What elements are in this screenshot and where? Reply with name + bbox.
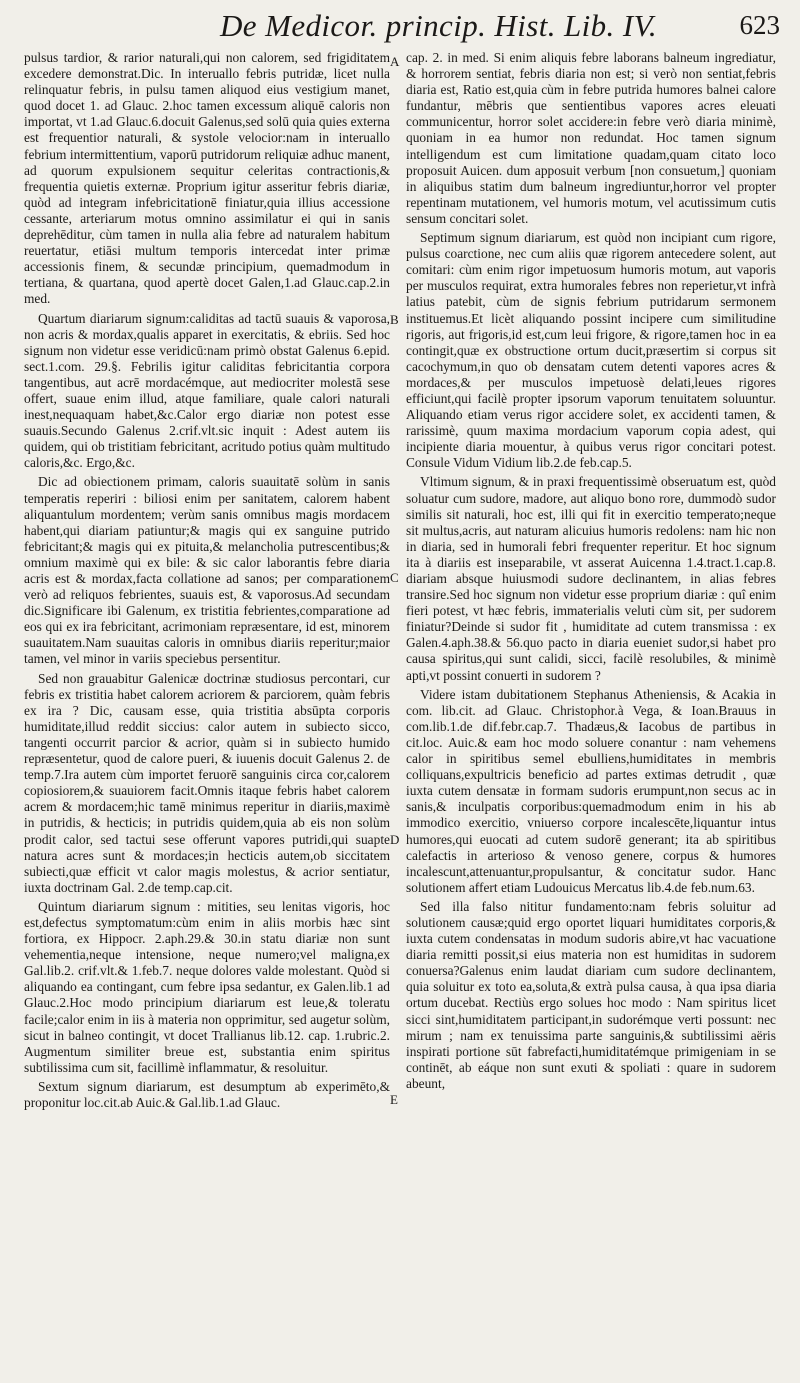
paragraph: Dic ad obiectionem primam, caloris suauitatē solùm in sanis temperatis reperiri : biliosi enim per sanitatem, calorem habent aliquantulum mordentem; verùm sanis omnibus magis mordacem habent,qui diariam patiuntur;& magis qui ex sanguine putrido febricitant;& magis qui ex pituita,& melancholia putrescentibus;& omnium maximè qui ex bile: & sic calor laborantis febre diaria acris est & mordax,facta collatione ad sanos; per comparationem verò ad reliquos febrientes, suauis est, & vaporosus.Ad secundam dic.Significare ibi Galenum, ex tristitia febrientes,comparatione ad eos qui ex ira febricitant, acrimoniam repræsentare, id est, minorem suauitatem.Nam suauitas caloris in omnibus diariis reperitur;maior tamen, vel minor in variis speciebus persentitur. [24, 474, 390, 667]
running-title: De Medicor. princip. Hist. Lib. IV. [220, 8, 658, 43]
paragraph: Sextum signum diariarum, est desumptum ab experimēto,& proponitur loc.cit.ab Auic.& Gal.lib.1.ad Glauc. [24, 1078, 390, 1110]
right-column [406, 50, 776, 1095]
paragraph: Vltimum signum, & in praxi frequentissimè obseruatum est, quòd soluatur cum sudore, madore, aut aliquo bono rore, dummodò sudor similis sit naturali, hoc est, illi qui fit in exercitio temperato;neque sit multus,acris, aut naturam alicuius humoris redolens: nam hic non in diaria, sed in humorali febri frequenter reperitur. Et hoc signum ita à diariis est inseparabile, vt asserat Auicenna 1.4.tract.1.cap.8. diariam absque huiusmodi sudore declinantem, in alias febres transire.Sed hoc signum non videtur esse proprium diariæ : quî enim fieri potest, vt hæc febris, immaterialis veluti cùm sit, per sudorem finiatur?Deinde si sudor fit , humiditate ad cutem transmissa : ex Galen.4.aph.38.& 56.quo pacto in diaria eueniet sudor,si habet pro causa spiritus,qui sunt calidi, sicci, facilè resolubiles, & minimè apti,vt possint conuerti in sudorem ? [406, 474, 776, 683]
left-column [24, 50, 390, 1114]
margin-letter-b: B [390, 312, 399, 327]
margin-letter-d: D [390, 832, 400, 847]
margin-letter-e: E [390, 1092, 398, 1107]
page-header [20, 6, 790, 50]
paragraph: Quartum diariarum signum:caliditas ad tactū suauis & vaporosa, non acris & mordax,qualis apparet in exercitatis, & ebriis. Sed hoc signum non videtur esse veridicū:nam primò obstat Galenus 6.epid. sect.1.com. 29.§. Febrilis igitur caliditas febricitantia corpora tangentibus, aut acrē mordacémque, aut mediocriter molestā sese offert, suaue enim illud, atque familiare, quale calori naturali inest,nequaquam habet,&c.Calor ergo diariæ non potest esse suauis.Secundo Galenus 2.crif.vlt.sic inquit : Adest autem iis quidem, qui ob tristitiam febricitant, acritudo potius quàm multitudo caloris,&c. Ergo,&c. [24, 310, 390, 471]
paragraph: Videre istam dubitationem Stephanus Atheniensis, & Acakia in com. lib.cit. ad Glauc. Christophor.à Vega, & Ioan.Brauus in com.lib.1.de dif.febr.cap.7. Thadæus,& Iacobus de partibus in cit.loc. Auic.& eam hoc modo soluere conantur : nam vehemens calor in spiritibus semel ebulliens,humiditates in membris colliquans,expultricis beneficio ad partes extimas detrudit , quæ iuxta cutem densatæ in formam sudoris erumpunt,non secus ac in sanis,& inculpatis corporibus:quemadmodum enim in his ab immodico exercitio, vniuerso corpore incalescēte,liquantur intus humores,qui euocati ad cutem sudorē generant; ita ab spiritibus calefactis in arterioso & venoso genere, corpus & humores incalescunt,attenuantur,propulsantur, & concitatur sudor. Hanc solutionem affert etiam Ludouicus Mercatus lib.4.de feb.num.63. [406, 686, 776, 895]
paragraph: Quintum diariarum signum : mitities, seu lenitas vigoris, hoc est,defectus symptomatum:cùm enim in aliis morbis hæc sint fortiora, ex Hippocr. 2.aph.29.& 30.in statu diariæ non sunt vehementia,neque intensione, neque numero;vel maligna,ex Gal.lib.2. crif.vlt.& 1.feb.7. neque dolores valde molestant. Quòd si aliquando ea contingant, cum febre ipsa sedantur, ex Galen.lib.1 ad Glauc.2.Hoc modo principium diariarum est leue,& toleratu facile;calor enim in iis à materia non opprimitur, sed augetur solùm, sicut in balneo contingit, vt docet Trallianus lib.12. cap. 1.rubric.2. Augmentum similiter breue est, substantia enim spiritus subtilissima cum sit, facillimè inflammatur, & resoluitur. [24, 898, 390, 1075]
paragraph: Sed illa falso nititur fundamento:nam febris soluitur ad solutionem causæ;quid ergo oportet liquari humiditates corporis,& iuxta cutem condensatas in modum sudoris abire,vt hac vacuatione diaria remitti possit,si eius materia non est humiditas in sudorem conuersa?Galenus enim laudat diariam cum sudore declinantem, quia soluitur ex toto ea,soluta,& extrà pulsa causa, à qua ipsa diaria ortum ducebat. Rectiùs ergo solues hoc modo : Nam spiritus licet sicci sint,humiditatem participant,in sudorémque verti possunt: nec mirum ; nam ex tenuissima parte sanguinis,& subtilissimi aëris inspirati portione sūt fabrefacti,humiditatémque primigeniam in se continēt, ab eáque non sunt exuti & spoliati : quare in sudorem abeunt, [406, 898, 776, 1091]
margin-letter-a: A [390, 54, 400, 69]
paragraph: Sed non grauabitur Galenicæ doctrinæ studiosus percontari, cur febris ex tristitia habet calorem acriorem & parciorem, quàm febris ex ira ? Dic, causam esse, quia tristitia absūpta corporis humiditate,illud reddit siccius: calor autem in subiecto sicco, tangenti occurrit parcior & acrior, quàm si in subiecto humido repræsentetur, quod de calore pueri, & iuuenis docuit Galenus 2. de temp.7.Ira autem cùm importet feruorē sanguinis circa cor,calorem copiosiorem,& suauiorem facit.Omnis itaque febris habet calorem acrem & mordacem;hic tamē minimus reperitur in diariis,maximè in putridis, & hecticis; in putridis quidem,quia ab eis non solùm prodit calor, sed tactui sese offerunt vapores putridi,qui suapte natura acres sunt & mordaces;in hecticis autem,ob siccitatem subiecti,quæ efficit vt calor magis molestus, & acrior sentiatur, iuxta doctrinam Gal. 2.de temp.cap.cit. [24, 670, 390, 895]
paragraph: Septimum signum diariarum, est quòd non incipiant cum rigore, pulsus coarctione, nec cum aliis quæ rigorem antecedere solent, aut comitari: cùm enim rigor impetuosum humoris motum, aut vaporis per musculos requirat, extra humorales febres non reperietur,vt infrà latius patebit, cùm de signis febrium putridarum sermonem instituemus.Et licèt aliquando possint incipere cum similitudine rigoris, aut frigoris,id est,cum leui frigore, & rigore,tamen hoc in ea contingit,quæ ex obstructione ortum ducit,præsertim si corpus sit cacochymum,in quo ob densatam cutem detenti vapores acres & mordaces,& per musculos impetuosè delati,leues rigores efficiunt,qui facilè propter ipsorum vaporum tenuitatem soluuntur. Aliquando etiam verus rigor accidere solet, ex accidenti tamen, & rarissimè, quum maxima mordacium vaporum copia adest, qui incipiente diaria mouentur, à quibus verus rigor concitari potest. Consule Vidum Vidium lib.2.de feb.cap.5. [406, 230, 776, 471]
page-number: 623 [739, 10, 780, 40]
margin-letter-c: C [390, 570, 399, 585]
paragraph: pulsus tardior, & rarior naturali,qui non calorem, sed frigiditatem excedere demonstrat.Dic. In interuallo febris putridæ, licet nulla relinquatur febris, in pulsu tamen aliquod eius vestigium manet, quod docet 1. ad Glauc. 2.hoc tamen excessum aliquē caloris non importat, vt 1.ad Glauc.6.docuit Galenus,sed solū quia quies externa est frequentior naturali, & systole velocior:nam in interuallo febrium intermittentium, vaporū putridorum reliquiæ adhuc manent, ad quorum expulsionem sequitur celeritas contractionis,& frequentia quietis externæ. Proprium igitur asseritur febris diariæ, quòd ad integram infebricitationē finiatur,quia illius accessione cessante, arteriarum motus omnino assimilatur ei qui in sanis deprehēditur, cùm tamen in nulla alia febre ad naturalem habitum reuertatur, etiāsi multum temporis intercedat inter primæ accessionis finem, & secundæ principium, quemadmodum in tertiana, & quartana, quod apertè docet Galen,1.ad Glauc.cap.2.in med. [24, 50, 390, 307]
paragraph: cap. 2. in med. Si enim aliquis febre laborans balneum ingrediatur, & horrorem sentiat, febris diaria non est; si verò non sentiat,febris diaria est, Ratio est,quia cùm in febre putrida humores balnei calore fundantur, mēbris que sentientibus vapores acres eleuati communicentur, horror solet accidere:in febre verò diaria minimè, quoniam in ea humor non redundat. Hoc tamen signum intelligendum est cum limitatione quadam,quam citato loco proposuit Auicen. dum apposuit verbum [non consuetum,] quoniam in aliquibus statim dum balneum ingrediuntur,horror vel propter repentinam mutationem, vel humoris motum, vel acutissimum cutis sensum concitari solet. [406, 50, 776, 226]
